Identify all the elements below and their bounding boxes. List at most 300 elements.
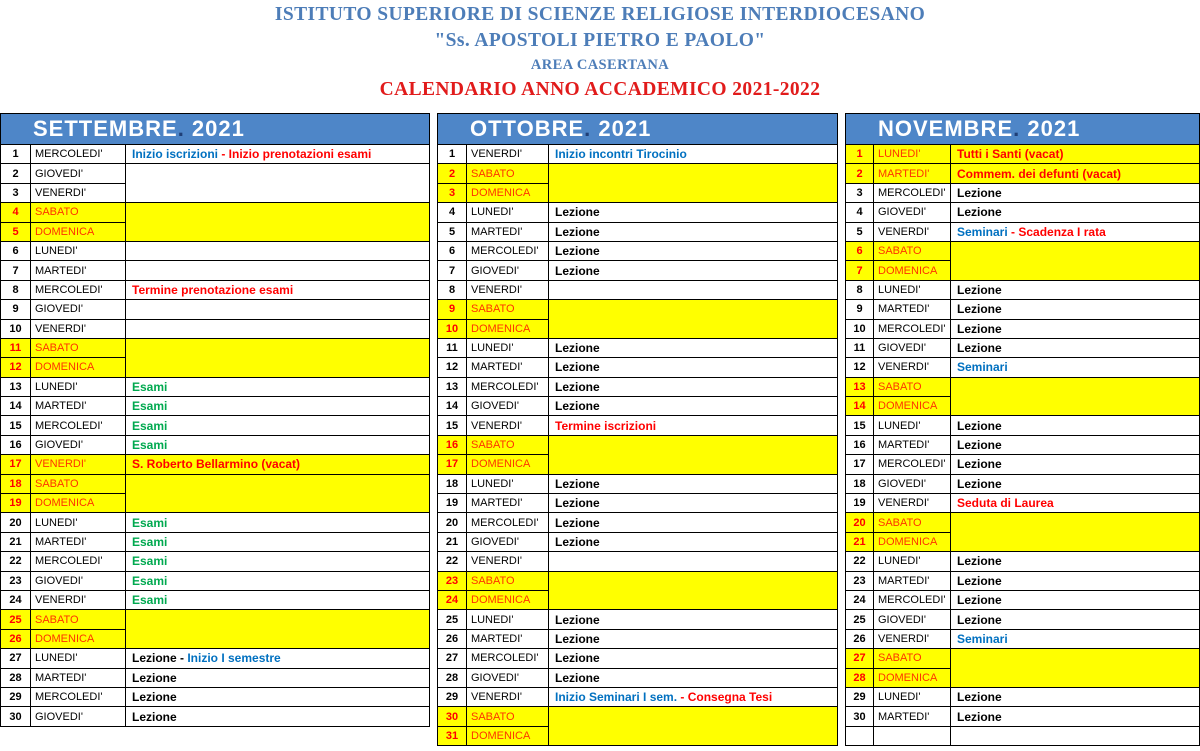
calendar-row [1, 552, 430, 571]
day-name-cell: DOMENICA [874, 668, 951, 687]
day-number-cell: 6 [1, 241, 31, 260]
day-name-cell: SABATO [874, 513, 951, 532]
calendar-row [438, 668, 838, 687]
event-cell [126, 649, 430, 668]
event-cell [549, 377, 838, 396]
day-number-cell: 24 [846, 590, 874, 609]
day-name-cell: GIOVEDI' [31, 435, 126, 454]
calendar-row [846, 590, 1200, 609]
calendar-row [846, 183, 1200, 202]
day-number-cell: 7 [438, 261, 467, 280]
day-name-cell: MARTEDI' [874, 571, 951, 590]
calendar-row [438, 397, 838, 416]
event-text-segment: Lezione [957, 709, 1002, 724]
day-name-cell: LUNEDI' [31, 513, 126, 532]
event-cell [126, 435, 430, 454]
day-name-cell: LUNEDI' [467, 474, 549, 493]
day-number-cell: 23 [1, 571, 31, 590]
day-name-cell: GIOVEDI' [874, 338, 951, 357]
day-number-cell: 12 [438, 358, 467, 377]
event-text-segment: Lezione [555, 360, 600, 375]
calendar-row [846, 164, 1200, 183]
day-number-cell: 18 [438, 474, 467, 493]
event-text-segment: Esami [132, 418, 168, 433]
event-cell [126, 377, 430, 396]
event-text-segment: Lezione [555, 651, 600, 666]
day-number-cell: 21 [846, 532, 874, 551]
event-text-segment: - Scadenza I rata [1011, 224, 1106, 239]
day-number-cell: 6 [846, 241, 874, 260]
day-number-cell: 26 [846, 629, 874, 648]
calendar-row [438, 280, 838, 299]
calendar-row [846, 280, 1200, 299]
day-number-cell: 19 [846, 494, 874, 513]
event-cell [951, 552, 1200, 571]
calendar-table [845, 144, 1200, 746]
event-text-segment: Lezione - [132, 651, 188, 666]
event-text-segment: Lezione [957, 438, 1002, 453]
day-number-cell: 18 [846, 474, 874, 493]
month-settembre [0, 113, 430, 727]
day-number-cell: 16 [846, 435, 874, 454]
month-name: OTTOBRE [470, 116, 585, 141]
event-text-segment: Esami [132, 535, 168, 549]
event-text-segment: Inizio incontri Tirocinio [555, 147, 687, 162]
calendar-row [438, 241, 838, 260]
event-cell [549, 280, 838, 299]
day-name-cell: DOMENICA [467, 590, 549, 609]
calendar-row [846, 300, 1200, 319]
day-number-cell: 12 [846, 358, 874, 377]
event-text-segment: Lezione [957, 418, 1002, 433]
day-name-cell: VENERDI' [874, 358, 951, 377]
day-number-cell: 25 [846, 610, 874, 629]
event-cell [951, 145, 1200, 164]
event-cell [126, 532, 430, 551]
day-name-cell: GIOVEDI' [874, 474, 951, 493]
calendar-row [846, 707, 1200, 726]
day-number-cell: 23 [438, 571, 467, 590]
day-name-cell: MERCOLEDI' [874, 455, 951, 474]
calendar-row [846, 513, 1200, 532]
day-name-cell: MERCOLEDI' [31, 687, 126, 706]
event-text-segment: Esami [132, 399, 168, 414]
day-number-cell: 24 [1, 590, 31, 609]
day-number-cell: 21 [438, 532, 467, 551]
day-name-cell: GIOVEDI' [467, 668, 549, 687]
event-text-segment: - Consegna Tesi [677, 690, 773, 705]
day-number-cell: 27 [438, 649, 467, 668]
event-text-segment: Seminari [957, 360, 1008, 375]
area-label: AREA CASERTANA [530, 57, 670, 73]
event-cell [549, 474, 838, 493]
day-name-cell: DOMENICA [874, 397, 951, 416]
day-name-cell: GIOVEDI' [31, 707, 126, 726]
event-cell [951, 222, 1200, 241]
event-cell [951, 300, 1200, 319]
calendar-row [1, 513, 430, 532]
event-cell [549, 668, 838, 687]
event-text-segment: Lezione [957, 612, 1002, 627]
month-year: 2021 [1020, 116, 1081, 141]
event-text-segment: Seminari [957, 224, 1012, 239]
event-cell [549, 416, 838, 435]
month-name: SETTEMBRE [33, 116, 178, 141]
calendar-row [438, 571, 838, 590]
day-number-cell: 17 [438, 455, 467, 474]
day-name-cell: SABATO [31, 610, 126, 629]
event-text-segment: Lezione [957, 573, 1002, 588]
event-text-segment: Tutti i Santi (vacat) [957, 147, 1064, 162]
day-name-cell: SABATO [467, 300, 549, 319]
event-cell [951, 726, 1200, 745]
calendar-row [438, 532, 838, 551]
day-name-cell: GIOVEDI' [467, 261, 549, 280]
calendar-row [438, 474, 838, 493]
calendar-row [1, 474, 430, 493]
day-number-cell: 17 [846, 455, 874, 474]
day-name-cell: MARTEDI' [467, 358, 549, 377]
calendar-row [846, 455, 1200, 474]
calendar-row [1, 145, 430, 164]
calendar-row [1, 590, 430, 609]
event-cell [126, 164, 430, 203]
calendar-row [438, 377, 838, 396]
day-number-cell: 22 [846, 552, 874, 571]
month-novembre [845, 113, 1200, 746]
event-cell [951, 280, 1200, 299]
event-cell [951, 183, 1200, 202]
day-number-cell: 7 [1, 261, 31, 280]
event-cell [549, 687, 838, 706]
calendar-row [438, 707, 838, 726]
day-number-cell: 16 [438, 435, 467, 454]
event-cell [549, 494, 838, 513]
day-number-cell: 15 [438, 416, 467, 435]
event-cell [549, 610, 838, 629]
event-cell [126, 241, 430, 260]
event-cell [549, 241, 838, 260]
event-cell [126, 455, 430, 474]
day-name-cell: LUNEDI' [874, 145, 951, 164]
document-header [0, 0, 1200, 103]
day-number-cell: 10 [1, 319, 31, 338]
event-text-segment: Esami [132, 515, 168, 530]
day-name-cell: DOMENICA [467, 319, 549, 338]
event-text-segment: Lezione [132, 670, 177, 685]
day-name-cell: SABATO [467, 707, 549, 726]
event-cell [951, 435, 1200, 454]
day-number-cell: 7 [846, 261, 874, 280]
calendar-title-label: CALENDARIO ANNO ACCADEMICO [379, 79, 727, 100]
event-text-segment: Lezione [957, 282, 1002, 297]
event-text-segment: Inizio I semestre [187, 651, 281, 666]
event-text-segment: Lezione [555, 670, 600, 685]
day-name-cell: VENERDI' [31, 455, 126, 474]
day-number-cell: 2 [1, 164, 31, 183]
day-number-cell: 11 [846, 338, 874, 357]
day-number-cell: 19 [438, 494, 467, 513]
day-name-cell: LUNEDI' [874, 280, 951, 299]
event-cell [549, 164, 838, 203]
event-cell [951, 629, 1200, 648]
calendar-row [1, 649, 430, 668]
day-name-cell: MARTEDI' [31, 668, 126, 687]
calendar-row [438, 358, 838, 377]
calendar-row [1, 300, 430, 319]
calendar-row [846, 571, 1200, 590]
calendar-row [1, 707, 430, 726]
day-name-cell: MARTEDI' [31, 261, 126, 280]
day-name-cell: VENERDI' [874, 494, 951, 513]
calendar-title [0, 76, 1200, 103]
day-name-cell: MERCOLEDI' [31, 145, 126, 164]
event-cell [951, 338, 1200, 357]
day-name-cell: LUNEDI' [31, 649, 126, 668]
event-cell [126, 280, 430, 299]
event-text-segment: Lezione [555, 224, 600, 239]
day-number-cell: 3 [1, 183, 31, 202]
event-cell [549, 203, 838, 222]
day-name-cell: DOMENICA [874, 532, 951, 551]
day-number-cell: 28 [438, 668, 467, 687]
event-text-segment: Lezione [555, 496, 600, 511]
day-number-cell: 9 [438, 300, 467, 319]
day-name-cell: MARTEDI' [874, 300, 951, 319]
day-name-cell: DOMENICA [31, 358, 126, 377]
day-number-cell: 13 [438, 377, 467, 396]
event-cell [549, 145, 838, 164]
calendar-row [846, 222, 1200, 241]
event-text-segment: Inizio Seminari I sem. [555, 690, 678, 705]
calendar-row [1, 435, 430, 454]
calendar-row [438, 203, 838, 222]
event-text-segment: Lezione [555, 399, 600, 414]
event-cell [549, 261, 838, 280]
event-text-segment: Lezione [957, 185, 1002, 200]
event-cell [549, 435, 838, 474]
calendar-title-years: 2021-2022 [732, 79, 821, 100]
calendar-row [846, 416, 1200, 435]
day-name-cell: VENERDI' [874, 222, 951, 241]
day-number-cell: 6 [438, 241, 467, 260]
day-number-cell: 25 [438, 610, 467, 629]
day-number-cell: 1 [438, 145, 467, 164]
day-number-cell: 20 [846, 513, 874, 532]
day-name-cell: MERCOLEDI' [31, 416, 126, 435]
day-name-cell: VENERDI' [467, 552, 549, 571]
calendar-row [846, 687, 1200, 706]
event-text-segment: Lezione [957, 341, 1002, 356]
event-text-segment: Lezione [132, 709, 177, 724]
event-text-segment: Lezione [957, 593, 1002, 608]
event-text-segment: Commem. dei defunti (vacat) [957, 166, 1122, 181]
month-dot: . [1013, 116, 1021, 141]
event-cell [951, 649, 1200, 688]
calendar-table [437, 144, 838, 746]
day-name-cell: LUNEDI' [31, 377, 126, 396]
day-name-cell: SABATO [467, 571, 549, 590]
event-cell [126, 397, 430, 416]
day-number-cell: 15 [1, 416, 31, 435]
calendar-row [438, 300, 838, 319]
calendar-row [846, 726, 1200, 745]
day-name-cell: LUNEDI' [467, 610, 549, 629]
event-cell [126, 513, 430, 532]
event-cell [951, 474, 1200, 493]
day-name-cell: MERCOLEDI' [467, 513, 549, 532]
event-cell [549, 397, 838, 416]
day-name-cell: MARTEDI' [31, 532, 126, 551]
event-text-segment: Esami [132, 438, 168, 453]
day-number-cell: 22 [438, 552, 467, 571]
day-name-cell: GIOVEDI' [467, 397, 549, 416]
event-text-segment: Termine prenotazione esami [132, 282, 294, 297]
day-name-cell: LUNEDI' [467, 338, 549, 357]
day-name-cell: VENERDI' [467, 145, 549, 164]
calendar-row [438, 416, 838, 435]
day-number-cell: 30 [1, 707, 31, 726]
event-text-segment: Esami [132, 593, 168, 608]
event-text-segment: Lezione [555, 244, 600, 259]
event-text-segment: Seminari [957, 631, 1008, 646]
calendar-row [1, 571, 430, 590]
event-cell [951, 358, 1200, 377]
day-name-cell: MERCOLEDI' [31, 552, 126, 571]
day-name-cell: DOMENICA [874, 261, 951, 280]
calendar-row [438, 494, 838, 513]
day-name-cell: SABATO [874, 649, 951, 668]
event-cell [549, 222, 838, 241]
event-cell [126, 261, 430, 280]
calendar-row [846, 552, 1200, 571]
event-text-segment: Lezione [555, 205, 600, 220]
event-text-segment: Lezione [957, 554, 1002, 569]
day-number-cell: 26 [438, 629, 467, 648]
event-cell [951, 707, 1200, 726]
event-text-segment: Esami [132, 554, 168, 569]
calendar-row [846, 474, 1200, 493]
calendar-row [846, 629, 1200, 648]
day-name-cell: MERCOLEDI' [31, 280, 126, 299]
event-cell [126, 590, 430, 609]
calendar-row [1, 164, 430, 183]
day-number-cell: 20 [438, 513, 467, 532]
event-cell [951, 494, 1200, 513]
calendar-table [0, 144, 430, 727]
calendar-row [438, 649, 838, 668]
calendar-row [846, 610, 1200, 629]
day-name-cell: VENERDI' [31, 183, 126, 202]
event-text-segment: Lezione [957, 690, 1002, 705]
day-number-cell: 8 [846, 280, 874, 299]
day-name-cell: VENERDI' [874, 629, 951, 648]
day-number-cell: 1 [846, 145, 874, 164]
event-cell [951, 513, 1200, 552]
event-text-segment: Lezione [957, 321, 1002, 336]
event-cell [951, 377, 1200, 416]
event-cell [951, 571, 1200, 590]
day-number-cell: 29 [438, 687, 467, 706]
event-cell [126, 145, 430, 164]
day-name-cell: MARTEDI' [467, 494, 549, 513]
day-number-cell: 2 [846, 164, 874, 183]
day-number-cell: 22 [1, 552, 31, 571]
calendar-row [1, 377, 430, 396]
day-number-cell: 10 [438, 319, 467, 338]
calendar-row [438, 435, 838, 454]
day-number-cell: 27 [846, 649, 874, 668]
day-number-cell: 14 [1, 397, 31, 416]
event-cell [951, 687, 1200, 706]
day-number-cell: 29 [846, 687, 874, 706]
day-name-cell: SABATO [874, 241, 951, 260]
calendar-row [846, 494, 1200, 513]
calendar-row [1, 319, 430, 338]
event-cell [126, 552, 430, 571]
month-dot: . [584, 116, 592, 141]
calendar-row [1, 397, 430, 416]
day-number-cell: 12 [1, 358, 31, 377]
day-number-cell: 17 [1, 455, 31, 474]
calendar-row [1, 455, 430, 474]
day-name-cell: GIOVEDI' [31, 300, 126, 319]
event-cell [951, 164, 1200, 183]
calendar-row [1, 668, 430, 687]
day-number-cell: 29 [1, 687, 31, 706]
calendar-row [438, 261, 838, 280]
day-name-cell: MERCOLEDI' [874, 319, 951, 338]
event-cell [549, 300, 838, 339]
month-year: 2021 [591, 116, 652, 141]
month-year: 2021 [184, 116, 245, 141]
day-number-cell: 11 [438, 338, 467, 357]
event-cell [951, 203, 1200, 222]
event-cell [549, 358, 838, 377]
day-number-cell: 5 [438, 222, 467, 241]
institute-name: ISTITUTO SUPERIORE DI SCIENZE RELIGIOSE INTERDIOCESANO [274, 4, 926, 25]
calendar-row [1, 280, 430, 299]
day-name-cell: GIOVEDI' [467, 532, 549, 551]
calendar-row [846, 338, 1200, 357]
day-number-cell: 8 [438, 280, 467, 299]
event-text-segment: Lezione [957, 457, 1002, 472]
event-text-segment: Lezione [957, 476, 1002, 491]
month-dot: . [177, 116, 185, 141]
event-cell [951, 319, 1200, 338]
day-name-cell: GIOVEDI' [31, 164, 126, 183]
day-number-cell: 23 [846, 571, 874, 590]
day-name-cell: SABATO [467, 164, 549, 183]
day-name-cell: MERCOLEDI' [467, 377, 549, 396]
event-text-segment: Lezione [555, 263, 600, 278]
event-text-segment: - Inizio prenotazioni esami [221, 147, 372, 162]
day-number-cell: 4 [1, 203, 31, 222]
day-number-cell: 15 [846, 416, 874, 435]
day-name-cell: LUNEDI' [874, 687, 951, 706]
event-cell [549, 338, 838, 357]
day-number-cell: 9 [846, 300, 874, 319]
day-number-cell: 13 [846, 377, 874, 396]
calendar-row [846, 649, 1200, 668]
calendar-row [438, 164, 838, 183]
day-name-cell: MERCOLEDI' [467, 649, 549, 668]
day-number-cell: 30 [846, 707, 874, 726]
day-number-cell: 11 [1, 338, 31, 357]
calendar-row [1, 261, 430, 280]
day-name-cell: VENERDI' [31, 319, 126, 338]
event-cell [549, 532, 838, 551]
